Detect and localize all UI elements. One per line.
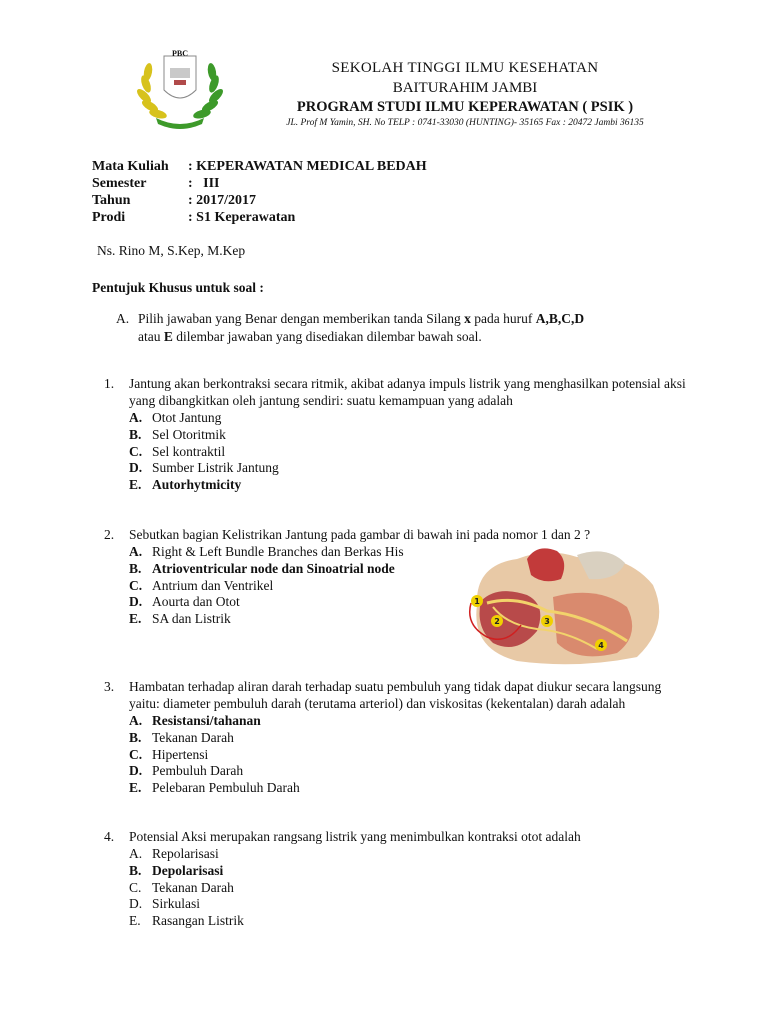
option-letter: A.: [129, 410, 143, 425]
option-answer[interactable]: [129, 712, 694, 729]
prodi-value: : S1 Keperawatan: [188, 210, 296, 225]
question-text: Sebutkan bagian Kelistrikan Jantung pada gambar di bawah ini pada nomor 1 dan 2 ?: [129, 527, 591, 542]
figure-label: 3: [544, 617, 550, 626]
option-text: Depolarisasi: [152, 862, 224, 878]
option-text: Aourta dan Otot: [152, 594, 240, 610]
option[interactable]: [129, 459, 694, 476]
instruction-part: pada huruf: [470, 311, 536, 326]
question: [104, 828, 694, 929]
option[interactable]: [129, 746, 694, 763]
option[interactable]: [129, 779, 694, 796]
option[interactable]: [129, 879, 694, 896]
option-text: SA dan Listrik: [152, 611, 231, 627]
semester-label: Semester: [92, 176, 147, 191]
option-text: Otot Jantung: [152, 410, 222, 425]
instruction-bold: E: [163, 329, 173, 344]
option-text: Hipertensi: [152, 746, 209, 762]
heart-conduction-figure: [457, 545, 677, 669]
option-letter: C.: [129, 443, 143, 459]
option-text: Repolarisasi: [152, 846, 219, 861]
option[interactable]: [129, 426, 694, 443]
institution-logo: [134, 46, 226, 130]
option-letter: B.: [129, 426, 142, 442]
option-letter: D.: [129, 460, 143, 476]
option-letter: C.: [129, 746, 143, 762]
option-list: [129, 712, 694, 796]
instruction-part: dilembar jawaban yang disediakan dilembar bawah soal.: [172, 329, 482, 344]
instruction-text: [138, 310, 676, 346]
instruction-bold: A,B,C,D: [535, 311, 585, 326]
semester-value: : III: [188, 176, 220, 191]
institution-name: BAITURAHIM JAMBI: [392, 80, 538, 96]
program-title: PROGRAM STUDI ILMU KEPERAWATAN ( PSIK ): [296, 99, 634, 115]
instruction-item: [116, 310, 676, 346]
option-letter: D.: [129, 896, 143, 912]
lecturer-name: Ns. Rino M, S.Kep, M.Kep: [97, 243, 246, 258]
figure-label: 4: [598, 641, 604, 650]
course-info: [92, 158, 427, 226]
option-text: Pelebaran Pembuluh Darah: [152, 780, 300, 796]
option-answer[interactable]: [129, 862, 694, 879]
option-letter: B.: [129, 729, 142, 745]
option-letter: A.: [129, 544, 143, 559]
option[interactable]: [129, 443, 694, 460]
option-letter: D.: [129, 594, 143, 610]
instructions-title: Pentujuk Khusus untuk soal :: [92, 280, 264, 295]
prodi-label: Prodi: [92, 210, 126, 225]
question-number: 1.: [104, 376, 115, 391]
option-letter: E.: [129, 913, 141, 929]
question-text: Potensial Aksi merupakan rangsang listrik yang menimbulkan kontraksi otot adalah: [129, 829, 581, 844]
option-letter: B.: [129, 862, 142, 878]
course-info-row: [92, 175, 427, 192]
option-text: Sirkulasi: [152, 896, 201, 912]
course-label: Mata Kuliah: [92, 159, 169, 174]
option-letter: D.: [129, 763, 143, 779]
option-text: Tekanan Darah: [152, 879, 234, 895]
institution-address: JL. Prof M Yamin, SH. No TELP : 0741-33030 (HUNTING)- 35165 Fax : 20472 Jambi 36135: [286, 118, 644, 128]
option-answer[interactable]: [129, 476, 694, 493]
option-text: Sumber Listrik Jantung: [152, 460, 279, 476]
course-value: : KEPERAWATAN MEDICAL BEDAH: [188, 159, 427, 174]
option-letter: E.: [129, 780, 142, 796]
course-info-row: [92, 158, 427, 175]
option-text: Right & Left Bundle Branches dan Berkas His: [152, 544, 404, 559]
option-list: [129, 845, 694, 929]
question: [104, 678, 694, 796]
option-text: Antrium dan Ventrikel: [152, 577, 274, 593]
option-letter: B.: [129, 560, 142, 576]
course-info-row: [92, 192, 427, 209]
year-label: Tahun: [92, 193, 131, 208]
option[interactable]: [129, 729, 694, 746]
option[interactable]: [129, 409, 694, 426]
option-text: Sel kontraktil: [152, 443, 226, 459]
option-text: Sel Otoritmik: [152, 426, 226, 442]
question-text: Hambatan terhadap aliran darah terhadap suatu pembuluh yang tidak dapat diukur secara langsung yaitu: diameter pembuluh darah (terutama arteriol) dan viskositas (kekentalan) darah adalah: [129, 679, 662, 711]
option-text: Pembuluh Darah: [152, 763, 244, 779]
year-value: : 2017/2017: [188, 193, 257, 208]
option-letter: A.: [129, 713, 143, 728]
figure-label: 1: [474, 597, 480, 606]
question-text: Jantung akan berkontraksi secara ritmik, akibat adanya impuls listrik yang menghasilkan potensial aksi yang dibangkitkan oleh jantung sendiri: suatu kemampuan yang adalah: [129, 376, 686, 408]
option-text: Tekanan Darah: [152, 729, 234, 745]
option[interactable]: [129, 845, 694, 862]
instruction-part: Pilih jawaban yang Benar dengan memberikan tanda Silang: [138, 311, 465, 326]
option-text: Resistansi/tahanan: [152, 713, 261, 728]
instruction-part: atau: [138, 329, 164, 344]
option-letter: C.: [129, 577, 143, 593]
figure-label: 2: [494, 617, 500, 626]
question-number: 3.: [104, 679, 115, 694]
option-letter: C.: [129, 879, 142, 895]
option-list: [129, 409, 694, 493]
instruction-bold: x: [464, 311, 471, 326]
institution-title: SEKOLAH TINGGI ILMU KESEHATAN: [331, 60, 599, 76]
option-text: Atrioventricular node dan Sinoatrial node: [152, 560, 395, 576]
option-text: Autorhytmicity: [152, 477, 242, 493]
question-number: 2.: [104, 527, 115, 542]
option[interactable]: [129, 912, 694, 929]
logo-text: PBC: [172, 49, 188, 58]
option-letter: E.: [129, 611, 142, 627]
option[interactable]: [129, 895, 694, 912]
option-text: Rasangan Listrik: [152, 913, 244, 929]
option-letter: A.: [129, 846, 143, 861]
option-letter: E.: [129, 477, 142, 493]
option[interactable]: [129, 762, 694, 779]
question: [104, 375, 694, 493]
question-number: 4.: [104, 829, 115, 844]
instruction-letter: A.: [116, 311, 130, 326]
course-info-row: [92, 209, 427, 226]
